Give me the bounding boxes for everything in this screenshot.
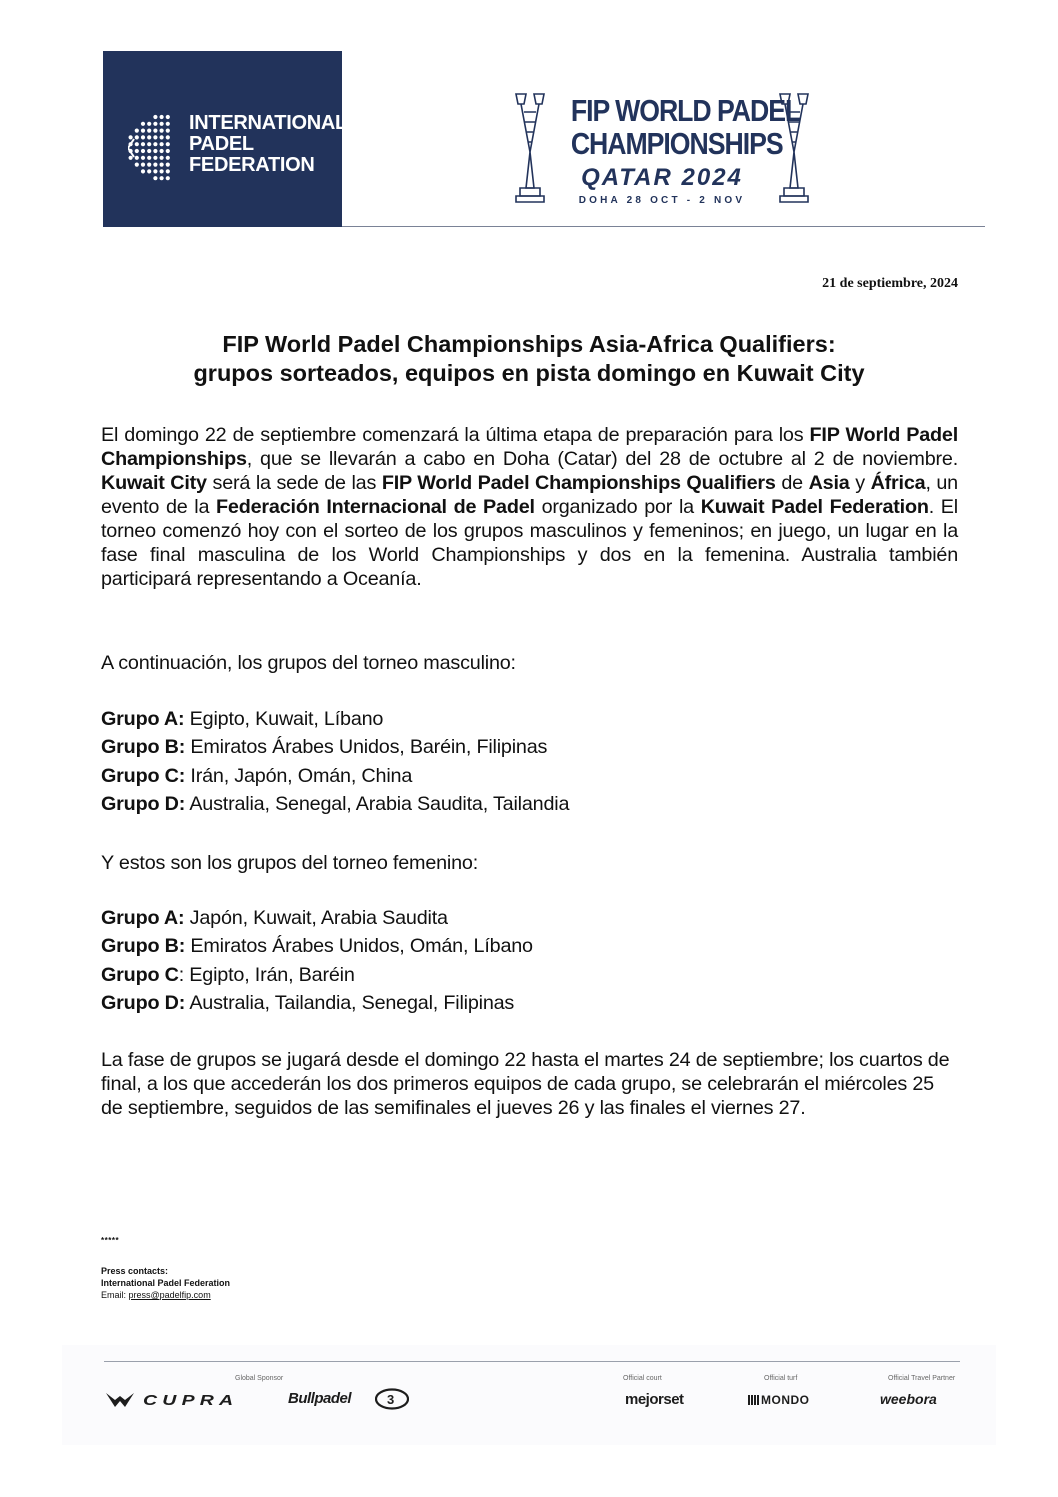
racket-dot <box>147 142 151 146</box>
event-logo <box>512 92 812 210</box>
group-teams: Australia, Tailandia, Senegal, Filipinas <box>185 991 515 1014</box>
intro-text: organizado por la <box>534 496 701 518</box>
cupra-logo-icon <box>106 1392 134 1408</box>
intro-bold-text: FIP World Padel Championships <box>101 424 959 470</box>
racket-dot <box>166 176 170 180</box>
trophy-icon <box>512 92 548 204</box>
group-label: Grupo C: <box>101 764 186 787</box>
men-groups-intro: A continuación, los grupos del torneo masculino: <box>101 652 516 674</box>
racket-dot <box>160 156 164 160</box>
intro-bold-text: Kuwait City <box>101 472 207 494</box>
group-teams: : Egipto, Irán, Baréin <box>178 963 355 986</box>
racket-dot <box>160 129 164 133</box>
racket-dot <box>160 149 164 153</box>
group-line <box>101 733 958 761</box>
racket-dot <box>147 156 151 160</box>
racket-dot <box>160 163 164 167</box>
intro-text: será la sede de las <box>206 472 382 494</box>
intro-text: , que se llevarán a cabo en Doha (Catar) del 28 de octubre al 2 de noviembre. <box>246 448 958 470</box>
racket-dot <box>153 129 157 133</box>
group-teams: Emiratos Árabes Unidos, Omán, Líbano <box>185 935 533 958</box>
racket-dot <box>129 156 133 160</box>
official-turf-caption: Official turf <box>764 1375 798 1382</box>
racket-dot <box>166 122 170 126</box>
racket-dot <box>153 156 157 160</box>
racket-dot <box>166 129 170 133</box>
racket-dot <box>135 142 139 146</box>
padel-racket-icon <box>128 113 174 183</box>
ipf-logo-line: INTERNATIONAL <box>189 112 347 134</box>
racket-dot <box>141 135 145 139</box>
sponsor-divider <box>104 1361 960 1362</box>
travel-partner-caption: Official Travel Partner <box>888 1375 956 1382</box>
racket-dot <box>160 176 164 180</box>
group-label: Grupo A: <box>101 708 185 730</box>
racket-dot <box>166 115 170 119</box>
group-label: Grupo D: <box>101 792 186 815</box>
group-teams: Irán, Japón, Omán, China <box>185 764 413 787</box>
mondo-logo: MONDO <box>761 1393 810 1407</box>
bullpadel-emblem-icon <box>375 1388 409 1410</box>
ipf-logo-line: FEDERATION <box>189 154 315 176</box>
racket-dot <box>166 163 170 167</box>
event-logo-dates: DOHA 28 OCT - 2 NOV <box>578 195 746 206</box>
title-line: grupos sorteados, equipos en pista domingo en Kuwait City <box>193 360 865 386</box>
racket-dot <box>166 149 170 153</box>
racket-dot <box>141 156 145 160</box>
intro-text: . El torneo comenzó hoy con el sorteo de los grupos masculinos y femeninos; en juego, un lugar en la fase final masculina de los World Championships y dos en la femenina. Australia también participará representando a Oceanía. <box>101 496 958 590</box>
group-line <box>101 961 958 989</box>
racket-dot <box>141 163 145 167</box>
group-teams: Egipto, Kuwait, Líbano <box>184 708 384 730</box>
press-heading: Press contacts: <box>101 1266 169 1276</box>
ipf-logo-text <box>189 113 347 176</box>
separator-stars: ***** <box>101 1236 120 1245</box>
racket-dot <box>147 163 151 167</box>
group-line <box>101 989 958 1017</box>
racket-dot <box>129 135 133 139</box>
racket-dot <box>153 135 157 139</box>
official-court-caption: Official court <box>623 1375 662 1382</box>
racket-dot <box>153 142 157 146</box>
racket-dot <box>135 135 139 139</box>
racket-dot <box>166 142 170 146</box>
group-label: Grupo B: <box>101 736 186 759</box>
schedule-paragraph: La fase de grupos se jugará desde el domingo 22 hasta el martes 24 de septiembre; los cuartos de final, a los que accederán los dos primeros equipos de cada grupo, se celebrarán el miércoles 25 de septiembre, seguidos de las semifinales el jueves 26 y las finales el viernes 27. <box>101 1049 950 1119</box>
racket-dot <box>153 169 157 173</box>
men-groups-list <box>101 705 958 818</box>
intro-text: , un evento de la <box>101 472 958 518</box>
racket-dot <box>147 169 151 173</box>
svg-text:3: 3 <box>387 1392 395 1407</box>
intro-text: El domingo 22 de septiembre comenzará la última etapa de preparación para los <box>101 424 810 446</box>
intro-text: y <box>849 472 871 494</box>
racket-dot <box>160 142 164 146</box>
racket-dot <box>147 129 151 133</box>
page-title <box>100 330 958 388</box>
racket-dot <box>153 149 157 153</box>
group-line <box>101 904 958 932</box>
racket-dot <box>135 129 139 133</box>
group-label: Grupo D: <box>101 991 186 1014</box>
event-logo-line2: CHAMPIONSHIPS <box>570 126 783 161</box>
intro-bold-text: Asia <box>808 472 850 494</box>
event-logo-line1: FIP WORLD PADEL <box>570 93 801 128</box>
intro-paragraph <box>101 423 958 591</box>
women-groups-intro: Y estos son los grupos del torneo femenino: <box>101 852 479 874</box>
racket-dot <box>141 129 145 133</box>
cupra-logo: CUPRA <box>143 1392 239 1409</box>
mondo-mark-icon <box>748 1395 760 1405</box>
racket-dot <box>147 149 151 153</box>
racket-dot <box>166 135 170 139</box>
group-label: Grupo C <box>101 963 179 986</box>
group-teams: Emiratos Árabes Unidos, Baréin, Filipinas <box>185 736 548 759</box>
racket-handle <box>128 139 134 157</box>
group-line <box>101 932 958 960</box>
racket-dot <box>153 176 157 180</box>
press-release-date: 21 de septiembre, 2024 <box>822 276 958 291</box>
group-label: Grupo A: <box>101 907 185 929</box>
group-line <box>101 705 958 733</box>
racket-dot <box>166 156 170 160</box>
group-line <box>101 790 958 818</box>
weebora-logo: weebora <box>880 1391 937 1407</box>
global-sponsor-caption: Global Sponsor <box>235 1375 284 1382</box>
racket-dot <box>160 122 164 126</box>
title-line: FIP World Padel Championships Asia-Africa Qualifiers: <box>222 331 836 357</box>
group-label: Grupo B: <box>101 935 186 958</box>
women-groups-list <box>101 904 958 1017</box>
bullpadel-logo: Bullpadel <box>288 1390 352 1407</box>
press-org: International Padel Federation <box>101 1278 231 1288</box>
event-logo-location: QATAR 2024 <box>581 164 743 191</box>
racket-dot <box>160 169 164 173</box>
racket-dot <box>141 149 145 153</box>
racket-dot <box>160 115 164 119</box>
racket-dot <box>153 115 157 119</box>
mejorset-logo: mejorset <box>625 1391 684 1408</box>
racket-dot <box>160 135 164 139</box>
racket-dot <box>147 135 151 139</box>
press-email-link[interactable]: press@padelfip.com <box>128 1290 211 1300</box>
header-divider <box>342 226 985 227</box>
racket-dot <box>141 142 145 146</box>
racket-dot <box>141 122 145 126</box>
email-label: Email: <box>101 1290 129 1300</box>
group-teams: Japón, Kuwait, Arabia Saudita <box>184 907 448 929</box>
racket-dot <box>153 122 157 126</box>
press-contacts <box>101 1265 230 1301</box>
trophy-icon <box>776 92 812 204</box>
racket-dot <box>135 156 139 160</box>
racket-dot <box>135 149 139 153</box>
racket-dot <box>166 169 170 173</box>
intro-bold-text: África <box>870 472 926 494</box>
racket-dot <box>153 163 157 167</box>
intro-bold-text: Federación Internacional de Padel <box>216 496 535 518</box>
racket-dot <box>147 122 151 126</box>
intro-text: de <box>775 472 809 494</box>
group-line <box>101 762 958 790</box>
intro-bold-text: Kuwait Padel Federation <box>700 496 929 518</box>
ipf-logo-block <box>103 51 347 227</box>
racket-dot <box>135 163 139 167</box>
ipf-logo-line: PADEL <box>189 133 254 155</box>
intro-bold-text: FIP World Padel Championships Qualifiers <box>381 472 776 494</box>
racket-dot <box>141 169 145 173</box>
group-teams: Australia, Senegal, Arabia Saudita, Tailandia <box>185 792 570 815</box>
